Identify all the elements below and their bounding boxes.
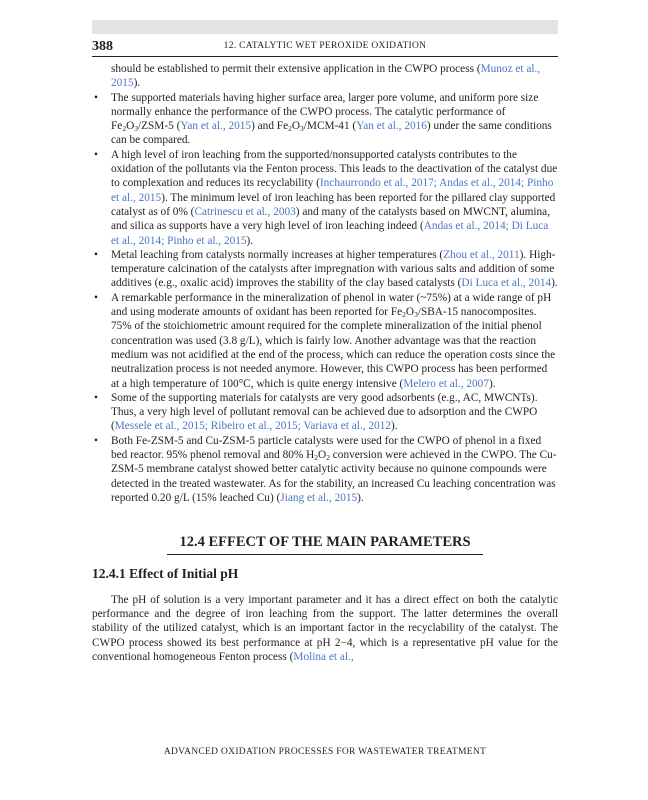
bullet-item: • Both Fe-ZSM-5 and Cu-ZSM-5 particle catalysts were used for the CWPO of phenol in a fixed bed reactor. 95% phenol removal and 80% $H_2O_2$ conversion were achieved in the CWPO. The Cu-ZSM-5 membrane catalyst showed better catalytic activity because no quinone compounds were detected in the treated wastewater. As for the stability, an increased Cu leaching concentration was reported 0.20 g/L (15% leached Cu) (Jiang et al., 2015). [92, 434, 558, 505]
header-bar [92, 20, 558, 34]
subsection-heading: 12.4.1 Effect of Initial pH [92, 565, 239, 581]
citation-link[interactable]: Jiang et al., 2015 [280, 491, 358, 504]
page-number: 388 [92, 39, 113, 54]
bullet-list [92, 91, 558, 506]
citation-link[interactable]: Di Luca et al., 2014 [461, 277, 552, 290]
bullet-item: • Some of the supporting materials for catalysts are very good adsorbents (e.g., AC, MWCNTs). Thus, a very high level of pollutant removal can be achieved due to adsorption and the CWPO (Messele et al., 2015; Ribeiro et al., 2015; Variava et al., 2012). [92, 391, 558, 434]
chapter-title: 12. CATALYTIC WET PEROXIDE OXIDATION [223, 41, 427, 51]
bullet-item: • A high level of iron leaching from the supported/nonsupported catalysts contributes to the oxidation of the pollutants via the Fenton process. This leads to the deactivation of the catalyst due to complexation and reduces its recyclability (Inchaurrondo et al., 2017; Andas et al., 2014; Pinho et al., 2015). The minimum level of iron leaching has been reported for the pillared clay supported catalyst as of 0% (Catrinescu et al., 2003) and many of the catalysts based on MWCNT, alumina, and silica as supports have a very high level of iron leaching indeed (Andas et al., 2014; Di Luca et al., 2014; Pinho et al., 2015). [92, 148, 558, 248]
citation-link[interactable]: Molina et al., [293, 650, 354, 663]
bullet-item: • The supported materials having higher surface area, larger pore volume, and uniform pore size normally enhance the performance of the CWPO process. The catalytic performance of $Fe_2O_3/ZSM-5$ (Yan et al., 2015) and $Fe_2O_3/MCM-41$ (Yan et al., 2016) under the same conditions can be compared. [92, 91, 558, 148]
bullet-item: • A remarkable performance in the mineralization of phenol in water (~75%) at a wide range of pH and using moderate amounts of oxidant has been reported for $Fe_2O_3/SBA-15$ nanocomposites. 75% of the stoichiometric amount required for the complete mineralization of the initial phenol concentration was used (3.8 g/L), which is fairly low. Another advantage was that the reaction medium was not acidified at the end of the process, which can reduce the operation costs since the neutralization process is not needed anymore. However, this CWPO process has been performed at a high temperature of 100°C, which is quite energy intensive (Melero et al., 2007). [92, 291, 558, 391]
citation-link[interactable]: Melero et al., 2007 [403, 377, 489, 390]
citation-link[interactable]: Inchaurrondo et al., 2017; Andas et al., 2014; Pinho et al., 2015 [111, 177, 554, 204]
citation-link[interactable]: Catrinescu et al., 2003 [194, 205, 296, 218]
body-paragraph: The pH of solution is a very important parameter and it has a direct effect on both the catalytic performance and the degree of iron leaching from the support. The latter determines the overall stability of the utilized catalyst, which is an important factor in the recyclability of the catalyst. The CWPO process showed its best performance at pH 2−4, which is a representative pH value for the conventional homogeneous Fenton process (Molina et al., [92, 593, 558, 663]
continuation-text: should be established to permit their extensive application in the CWPO process (Munoz et al., 2015). [111, 63, 541, 90]
citation-link[interactable]: Munoz et al., 2015 [111, 63, 541, 90]
citation-link[interactable]: Andas et al., 2014; Di Luca et al., 2014; Pinho et al., 2015 [111, 220, 549, 247]
running-head [92, 38, 558, 57]
bullet-item: • Metal leaching from catalysts normally increases at higher temperatures (Zhou et al., 2011). High-temperature calcination of the catalysts after impregnation with various salts and addition of some additives (e.g., oxalic acid) improves the stability of the clay based catalysts (Di Luca et al., 2014). [92, 248, 558, 291]
citation-link[interactable]: Zhou et al., 2011 [443, 248, 520, 261]
citation-link[interactable]: Yan et al., 2016 [356, 120, 427, 133]
section-rule [167, 554, 483, 555]
citation-link[interactable]: Yan et al., 2015 [180, 120, 252, 133]
page-content [92, 62, 558, 664]
citation-link[interactable]: Messele et al., 2015; Ribeiro et al., 2015; Variava et al., 2012 [114, 420, 391, 433]
section-heading: 12.4 EFFECT OF THE MAIN PARAMETERS [179, 534, 471, 551]
page-footer: ADVANCED OXIDATION PROCESSES FOR WASTEWATER TREATMENT [163, 747, 487, 757]
